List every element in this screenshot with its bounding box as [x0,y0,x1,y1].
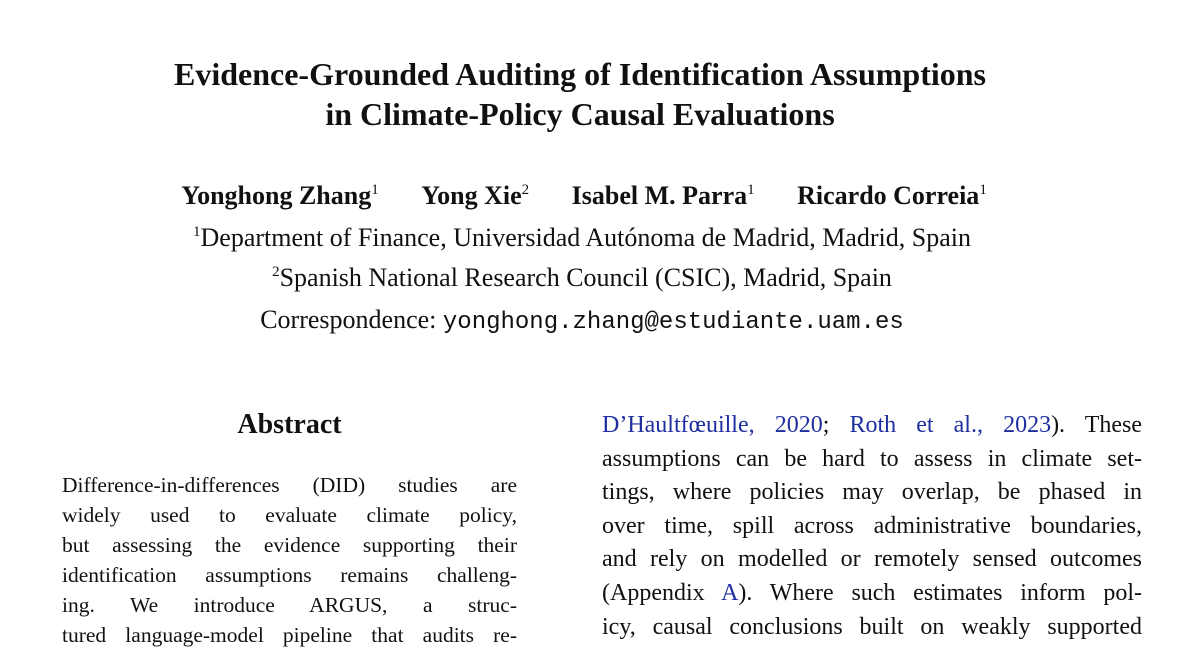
correspondence-label: Correspondence: [260,305,437,334]
citation-year[interactable]: 2020 [774,412,823,438]
body-text: (Appendix [602,579,722,606]
citation-author[interactable]: Roth et al. [849,412,977,438]
abstract-line: widely used to evaluate climate policy, [62,503,517,527]
body-line: tings, where policies may overlap, be phased in [602,479,1142,506]
affiliation-mark: 2 [272,264,280,280]
body-text-right-column [602,409,1142,644]
body-line-with-citations [602,409,1142,443]
affiliation-2 [0,260,1164,296]
citation-year[interactable]: 2023 [1003,412,1052,438]
author-list [0,178,1168,214]
body-text: ). Where such estimates inform pol- [738,579,1142,606]
citation-separator: , [976,412,1004,438]
abstract-line: Difference-in-differences (DID) studies are [62,473,517,497]
affiliation-text: Spanish National Research Council (CSIC), Madrid, Spain [279,263,892,292]
author-name: Isabel M. Parra [571,181,748,210]
author-name: Yong Xie [421,181,522,210]
paper-title [0,54,1160,134]
affiliation-mark: 1 [979,182,987,198]
author [181,178,379,214]
appendix-link[interactable]: A [721,579,739,606]
body-line: assumptions can be hard to assess in climate set- [602,445,1142,472]
body-line-with-appendix-ref [602,577,1142,611]
affiliation-mark: 1 [747,182,755,198]
abstract-line: ing. We introduce ARGUS, a struc- [62,593,517,617]
abstract-body [62,470,517,650]
body-line: icy, causal conclusions built on weakly supported [602,613,1142,640]
title-line-2: in Climate-Policy Causal Evaluations [325,96,835,132]
affiliation-mark: 2 [521,182,530,198]
body-line: over time, spill across administrative boundaries, [602,512,1142,539]
author [797,178,987,214]
citation-separator: , [748,412,775,438]
abstract-heading: Abstract [237,409,342,440]
author-name: Yonghong Zhang [181,181,372,210]
citation-link[interactable] [602,412,823,438]
author [421,178,529,214]
affiliation-1 [0,220,1164,256]
title-line-1: Evidence-Grounded Auditing of Identification Assumptions [173,56,986,92]
citation-link[interactable] [849,412,1051,438]
abstract-line: but assessing the evidence supporting their [62,533,517,557]
abstract-line: identification assumptions remains challeng- [62,563,517,587]
body-line: and rely on modelled or remotely sensed outcomes [602,546,1142,573]
citation-author[interactable]: D’Haultfœuille [602,412,749,438]
author-name: Ricardo Correia [797,181,980,210]
affiliation-mark: 1 [193,224,201,240]
body-text: ). These [1051,412,1142,438]
citation-separator: ; [822,412,850,438]
correspondence-email[interactable]: yonghong.zhang@estudiante.uam.es [442,309,904,336]
author [572,178,755,214]
correspondence [0,302,1164,341]
affiliation-mark: 1 [371,182,379,198]
abstract-line: tured language-model pipeline that audits re- [62,623,517,647]
affiliation-text: Department of Finance, Universidad Autónoma de Madrid, Madrid, Spain [200,223,971,252]
